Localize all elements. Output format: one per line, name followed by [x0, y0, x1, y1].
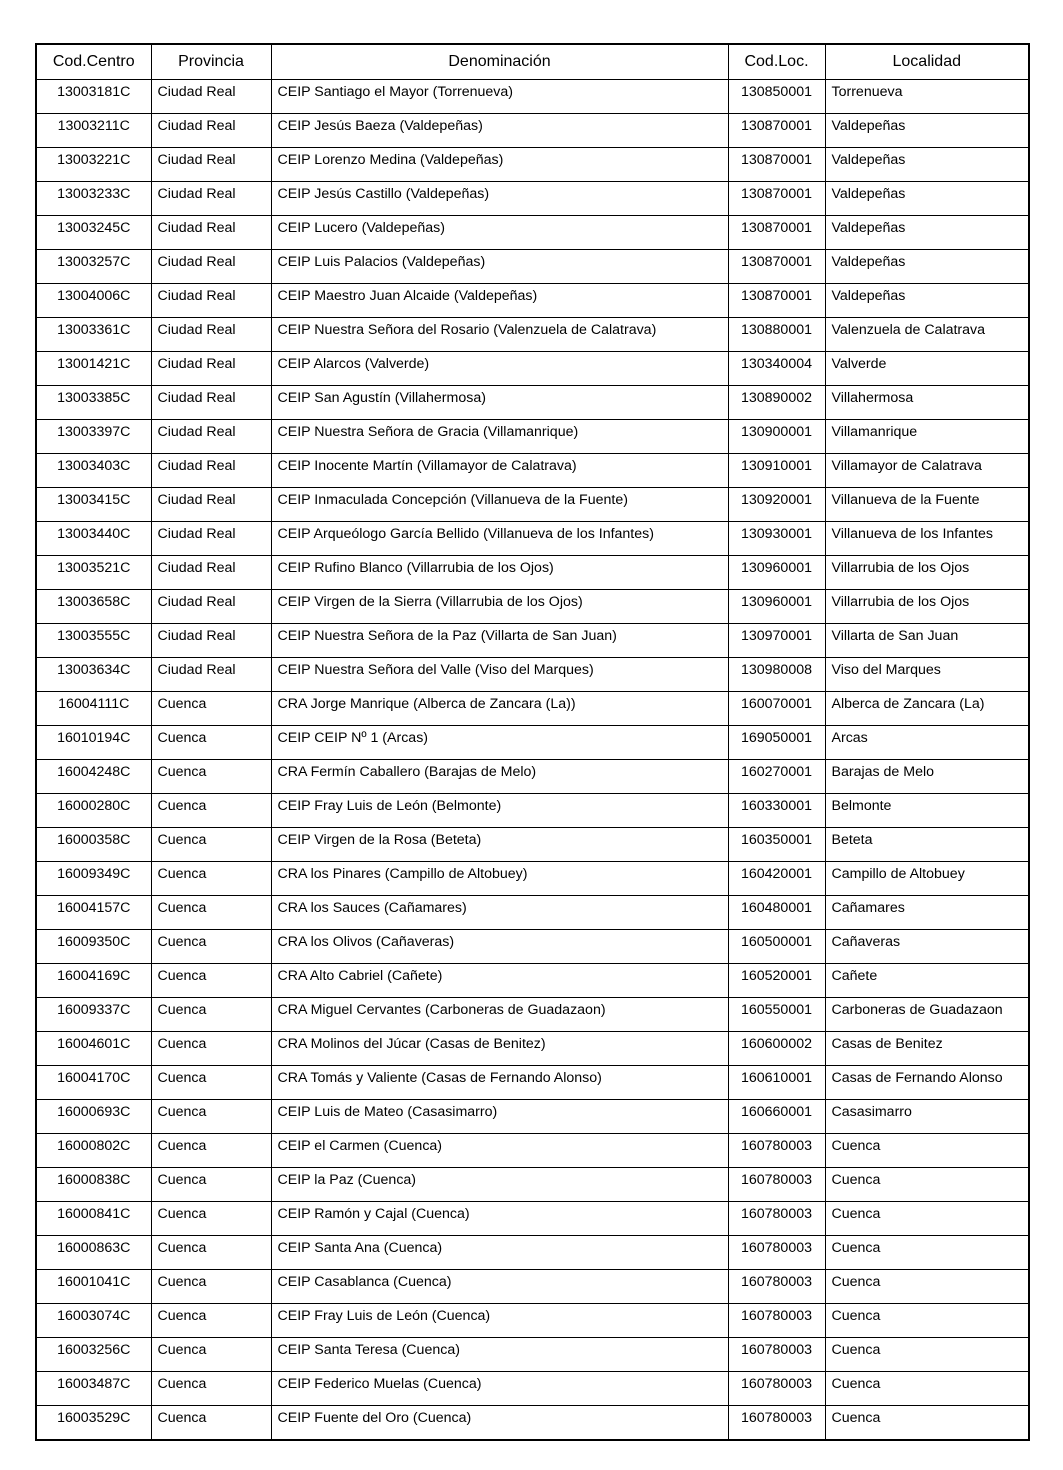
cod-centro-cell: 13003440C: [36, 522, 151, 556]
cod-centro-cell: 13003415C: [36, 488, 151, 522]
table-row: [36, 930, 1029, 964]
localidad-cell: Cuenca: [825, 1372, 1029, 1406]
provincia-cell: Cuenca: [151, 964, 271, 998]
provincia-cell: Cuenca: [151, 1100, 271, 1134]
cod-centro-cell: 13003245C: [36, 216, 151, 250]
cod-loc-cell: 160550001: [728, 998, 825, 1032]
provincia-cell: Cuenca: [151, 794, 271, 828]
provincia-cell: Cuenca: [151, 896, 271, 930]
table-row: [36, 182, 1029, 216]
cod-centro-cell: 13003397C: [36, 420, 151, 454]
table-row: [36, 896, 1029, 930]
provincia-cell: Cuenca: [151, 1032, 271, 1066]
cod-centro-cell: 13003233C: [36, 182, 151, 216]
localidad-cell: Belmonte: [825, 794, 1029, 828]
localidad-cell: Valdepeñas: [825, 182, 1029, 216]
header-cod-centro: Cod.Centro: [36, 44, 151, 80]
localidad-cell: Cañete: [825, 964, 1029, 998]
denominacion-cell: CEIP Santiago el Mayor (Torrenueva): [271, 80, 728, 114]
cod-loc-cell: 160610001: [728, 1066, 825, 1100]
table-row: [36, 658, 1029, 692]
denominacion-cell: CEIP Fray Luis de León (Belmonte): [271, 794, 728, 828]
denominacion-cell: CRA los Sauces (Cañamares): [271, 896, 728, 930]
table-row: [36, 964, 1029, 998]
localidad-cell: Villanueva de la Fuente: [825, 488, 1029, 522]
localidad-cell: Cañamares: [825, 896, 1029, 930]
localidad-cell: Cuenca: [825, 1338, 1029, 1372]
table-row: [36, 1100, 1029, 1134]
denominacion-cell: CEIP Federico Muelas (Cuenca): [271, 1372, 728, 1406]
cod-loc-cell: 130880001: [728, 318, 825, 352]
table-row: [36, 1134, 1029, 1168]
provincia-cell: Cuenca: [151, 1338, 271, 1372]
table-row: [36, 1032, 1029, 1066]
cod-loc-cell: 130900001: [728, 420, 825, 454]
denominacion-cell: CEIP Nuestra Señora del Rosario (Valenzuela de Calatrava): [271, 318, 728, 352]
denominacion-cell: CEIP Jesús Castillo (Valdepeñas): [271, 182, 728, 216]
denominacion-cell: CEIP Nuestra Señora del Valle (Viso del Marques): [271, 658, 728, 692]
table-body: [36, 80, 1029, 1441]
provincia-cell: Cuenca: [151, 1406, 271, 1441]
denominacion-cell: CEIP Arqueólogo García Bellido (Villanueva de los Infantes): [271, 522, 728, 556]
table-row: [36, 1372, 1029, 1406]
cod-centro-cell: 16003256C: [36, 1338, 151, 1372]
localidad-cell: Villarrubia de los Ojos: [825, 590, 1029, 624]
provincia-cell: Cuenca: [151, 1134, 271, 1168]
cod-loc-cell: 130870001: [728, 216, 825, 250]
cod-centro-cell: 16004157C: [36, 896, 151, 930]
table-row: [36, 1202, 1029, 1236]
localidad-cell: Cuenca: [825, 1304, 1029, 1338]
table-row: [36, 80, 1029, 114]
provincia-cell: Cuenca: [151, 1066, 271, 1100]
denominacion-cell: CEIP Alarcos (Valverde): [271, 352, 728, 386]
denominacion-cell: CEIP Nuestra Señora de Gracia (Villamanrique): [271, 420, 728, 454]
denominacion-cell: CRA Molinos del Júcar (Casas de Benitez): [271, 1032, 728, 1066]
provincia-cell: Cuenca: [151, 1168, 271, 1202]
cod-loc-cell: 130870001: [728, 284, 825, 318]
denominacion-cell: CEIP Lucero (Valdepeñas): [271, 216, 728, 250]
cod-centro-cell: 13003361C: [36, 318, 151, 352]
provincia-cell: Ciudad Real: [151, 352, 271, 386]
cod-loc-cell: 130980008: [728, 658, 825, 692]
localidad-cell: Casasimarro: [825, 1100, 1029, 1134]
localidad-cell: Beteta: [825, 828, 1029, 862]
provincia-cell: Ciudad Real: [151, 182, 271, 216]
provincia-cell: Cuenca: [151, 1304, 271, 1338]
table-row: [36, 318, 1029, 352]
localidad-cell: Valenzuela de Calatrava: [825, 318, 1029, 352]
table-row: [36, 828, 1029, 862]
cod-loc-cell: 160330001: [728, 794, 825, 828]
provincia-cell: Ciudad Real: [151, 454, 271, 488]
table-row: [36, 1338, 1029, 1372]
table-row: [36, 386, 1029, 420]
schools-table: [35, 43, 1030, 1441]
cod-centro-cell: 16004169C: [36, 964, 151, 998]
cod-loc-cell: 160350001: [728, 828, 825, 862]
table-row: [36, 590, 1029, 624]
localidad-cell: Cuenca: [825, 1168, 1029, 1202]
table-row: [36, 420, 1029, 454]
cod-loc-cell: 130890002: [728, 386, 825, 420]
localidad-cell: Valdepeñas: [825, 216, 1029, 250]
denominacion-cell: CEIP Jesús Baeza (Valdepeñas): [271, 114, 728, 148]
provincia-cell: Cuenca: [151, 862, 271, 896]
table-header: [36, 44, 1029, 80]
denominacion-cell: CEIP Casablanca (Cuenca): [271, 1270, 728, 1304]
denominacion-cell: CEIP CEIP Nº 1 (Arcas): [271, 726, 728, 760]
cod-loc-cell: 160780003: [728, 1134, 825, 1168]
cod-centro-cell: 13001421C: [36, 352, 151, 386]
localidad-cell: Cuenca: [825, 1134, 1029, 1168]
denominacion-cell: CEIP Santa Ana (Cuenca): [271, 1236, 728, 1270]
provincia-cell: Cuenca: [151, 692, 271, 726]
localidad-cell: Cuenca: [825, 1202, 1029, 1236]
cod-loc-cell: 130340004: [728, 352, 825, 386]
provincia-cell: Cuenca: [151, 1270, 271, 1304]
denominacion-cell: CEIP San Agustín (Villahermosa): [271, 386, 728, 420]
denominacion-cell: CEIP Nuestra Señora de la Paz (Villarta de San Juan): [271, 624, 728, 658]
cod-loc-cell: 160780003: [728, 1338, 825, 1372]
denominacion-cell: CEIP Rufino Blanco (Villarrubia de los Ojos): [271, 556, 728, 590]
localidad-cell: Casas de Fernando Alonso: [825, 1066, 1029, 1100]
table-row: [36, 352, 1029, 386]
cod-centro-cell: 13003521C: [36, 556, 151, 590]
table-row: [36, 624, 1029, 658]
denominacion-cell: CEIP Fuente del Oro (Cuenca): [271, 1406, 728, 1441]
cod-loc-cell: 130910001: [728, 454, 825, 488]
localidad-cell: Campillo de Altobuey: [825, 862, 1029, 896]
cod-centro-cell: 16004170C: [36, 1066, 151, 1100]
localidad-cell: Arcas: [825, 726, 1029, 760]
denominacion-cell: CEIP la Paz (Cuenca): [271, 1168, 728, 1202]
localidad-cell: Cuenca: [825, 1236, 1029, 1270]
denominacion-cell: CEIP Santa Teresa (Cuenca): [271, 1338, 728, 1372]
cod-centro-cell: 13003221C: [36, 148, 151, 182]
localidad-cell: Valdepeñas: [825, 148, 1029, 182]
localidad-cell: Valdepeñas: [825, 284, 1029, 318]
table-row: [36, 454, 1029, 488]
cod-centro-cell: 13004006C: [36, 284, 151, 318]
provincia-cell: Ciudad Real: [151, 522, 271, 556]
cod-centro-cell: 16000280C: [36, 794, 151, 828]
cod-loc-cell: 130970001: [728, 624, 825, 658]
table-row: [36, 250, 1029, 284]
provincia-cell: Ciudad Real: [151, 318, 271, 352]
cod-loc-cell: 130920001: [728, 488, 825, 522]
header-provincia: Provincia: [151, 44, 271, 80]
cod-centro-cell: 13003211C: [36, 114, 151, 148]
table-row: [36, 1270, 1029, 1304]
cod-loc-cell: 130870001: [728, 182, 825, 216]
table-row: [36, 1406, 1029, 1441]
cod-centro-cell: 16003487C: [36, 1372, 151, 1406]
provincia-cell: Ciudad Real: [151, 114, 271, 148]
table-row: [36, 998, 1029, 1032]
table-row: [36, 1236, 1029, 1270]
table-row: [36, 216, 1029, 250]
provincia-cell: Cuenca: [151, 726, 271, 760]
cod-loc-cell: 160500001: [728, 930, 825, 964]
provincia-cell: Cuenca: [151, 1202, 271, 1236]
cod-centro-cell: 16003529C: [36, 1406, 151, 1441]
cod-centro-cell: 13003634C: [36, 658, 151, 692]
header-cod-loc: Cod.Loc.: [728, 44, 825, 80]
table-row: [36, 114, 1029, 148]
cod-loc-cell: 130870001: [728, 114, 825, 148]
cod-centro-cell: 16001041C: [36, 1270, 151, 1304]
table-row: [36, 1304, 1029, 1338]
denominacion-cell: CRA Fermín Caballero (Barajas de Melo): [271, 760, 728, 794]
cod-centro-cell: 13003658C: [36, 590, 151, 624]
provincia-cell: Ciudad Real: [151, 658, 271, 692]
header-row: [36, 44, 1029, 80]
denominacion-cell: CRA Jorge Manrique (Alberca de Zancara (La)): [271, 692, 728, 726]
cod-centro-cell: 16003074C: [36, 1304, 151, 1338]
cod-loc-cell: 160780003: [728, 1236, 825, 1270]
table-row: [36, 148, 1029, 182]
cod-centro-cell: 16004601C: [36, 1032, 151, 1066]
table-row: [36, 794, 1029, 828]
denominacion-cell: CEIP Luis Palacios (Valdepeñas): [271, 250, 728, 284]
denominacion-cell: CRA los Pinares (Campillo de Altobuey): [271, 862, 728, 896]
cod-centro-cell: 13003555C: [36, 624, 151, 658]
cod-loc-cell: 130960001: [728, 556, 825, 590]
cod-centro-cell: 16004248C: [36, 760, 151, 794]
localidad-cell: Cuenca: [825, 1270, 1029, 1304]
cod-loc-cell: 130930001: [728, 522, 825, 556]
localidad-cell: Cañaveras: [825, 930, 1029, 964]
cod-loc-cell: 160420001: [728, 862, 825, 896]
cod-centro-cell: 16000841C: [36, 1202, 151, 1236]
cod-loc-cell: 130850001: [728, 80, 825, 114]
provincia-cell: Ciudad Real: [151, 386, 271, 420]
denominacion-cell: CEIP Maestro Juan Alcaide (Valdepeñas): [271, 284, 728, 318]
localidad-cell: Viso del Marques: [825, 658, 1029, 692]
table-row: [36, 488, 1029, 522]
provincia-cell: Cuenca: [151, 1372, 271, 1406]
localidad-cell: Villanueva de los Infantes: [825, 522, 1029, 556]
cod-centro-cell: 16010194C: [36, 726, 151, 760]
localidad-cell: Casas de Benitez: [825, 1032, 1029, 1066]
localidad-cell: Villarta de San Juan: [825, 624, 1029, 658]
cod-centro-cell: 16000693C: [36, 1100, 151, 1134]
denominacion-cell: CRA Tomás y Valiente (Casas de Fernando Alonso): [271, 1066, 728, 1100]
cod-centro-cell: 13003385C: [36, 386, 151, 420]
cod-loc-cell: 160780003: [728, 1406, 825, 1441]
table-row: [36, 760, 1029, 794]
provincia-cell: Ciudad Real: [151, 420, 271, 454]
cod-loc-cell: 160780003: [728, 1304, 825, 1338]
cod-loc-cell: 160780003: [728, 1202, 825, 1236]
cod-loc-cell: 160520001: [728, 964, 825, 998]
localidad-cell: Villamanrique: [825, 420, 1029, 454]
cod-centro-cell: 16004111C: [36, 692, 151, 726]
cod-loc-cell: 130960001: [728, 590, 825, 624]
cod-loc-cell: 160480001: [728, 896, 825, 930]
table-row: [36, 556, 1029, 590]
denominacion-cell: CRA Miguel Cervantes (Carboneras de Guadazaon): [271, 998, 728, 1032]
denominacion-cell: CEIP el Carmen (Cuenca): [271, 1134, 728, 1168]
header-denominacion: Denominación: [271, 44, 728, 80]
denominacion-cell: CEIP Inocente Martín (Villamayor de Calatrava): [271, 454, 728, 488]
table-row: [36, 1168, 1029, 1202]
provincia-cell: Cuenca: [151, 760, 271, 794]
cod-loc-cell: 160070001: [728, 692, 825, 726]
denominacion-cell: CEIP Virgen de la Sierra (Villarrubia de los Ojos): [271, 590, 728, 624]
denominacion-cell: CRA Alto Cabriel (Cañete): [271, 964, 728, 998]
cod-centro-cell: 13003403C: [36, 454, 151, 488]
localidad-cell: Torrenueva: [825, 80, 1029, 114]
table-row: [36, 522, 1029, 556]
localidad-cell: Valverde: [825, 352, 1029, 386]
localidad-cell: Carboneras de Guadazaon: [825, 998, 1029, 1032]
table-row: [36, 1066, 1029, 1100]
provincia-cell: Ciudad Real: [151, 250, 271, 284]
table-row: [36, 692, 1029, 726]
localidad-cell: Valdepeñas: [825, 114, 1029, 148]
cod-centro-cell: 13003181C: [36, 80, 151, 114]
cod-centro-cell: 16009349C: [36, 862, 151, 896]
denominacion-cell: CEIP Inmaculada Concepción (Villanueva de la Fuente): [271, 488, 728, 522]
localidad-cell: Barajas de Melo: [825, 760, 1029, 794]
cod-centro-cell: 16009337C: [36, 998, 151, 1032]
cod-centro-cell: 16000358C: [36, 828, 151, 862]
localidad-cell: Villahermosa: [825, 386, 1029, 420]
table-row: [36, 284, 1029, 318]
cod-centro-cell: 16009350C: [36, 930, 151, 964]
cod-loc-cell: 160780003: [728, 1372, 825, 1406]
provincia-cell: Ciudad Real: [151, 624, 271, 658]
provincia-cell: Ciudad Real: [151, 556, 271, 590]
cod-loc-cell: 160780003: [728, 1168, 825, 1202]
denominacion-cell: CEIP Luis de Mateo (Casasimarro): [271, 1100, 728, 1134]
cod-loc-cell: 130870001: [728, 148, 825, 182]
cod-loc-cell: 160780003: [728, 1270, 825, 1304]
table-row: [36, 726, 1029, 760]
cod-loc-cell: 130870001: [728, 250, 825, 284]
provincia-cell: Ciudad Real: [151, 216, 271, 250]
provincia-cell: Ciudad Real: [151, 284, 271, 318]
denominacion-cell: CRA los Olivos (Cañaveras): [271, 930, 728, 964]
cod-loc-cell: 169050001: [728, 726, 825, 760]
provincia-cell: Ciudad Real: [151, 590, 271, 624]
localidad-cell: Villarrubia de los Ojos: [825, 556, 1029, 590]
provincia-cell: Cuenca: [151, 998, 271, 1032]
cod-loc-cell: 160270001: [728, 760, 825, 794]
provincia-cell: Ciudad Real: [151, 80, 271, 114]
localidad-cell: Alberca de Zancara (La): [825, 692, 1029, 726]
table-row: [36, 862, 1029, 896]
denominacion-cell: CEIP Virgen de la Rosa (Beteta): [271, 828, 728, 862]
cod-centro-cell: 13003257C: [36, 250, 151, 284]
localidad-cell: Valdepeñas: [825, 250, 1029, 284]
provincia-cell: Cuenca: [151, 828, 271, 862]
cod-centro-cell: 16000802C: [36, 1134, 151, 1168]
denominacion-cell: CEIP Ramón y Cajal (Cuenca): [271, 1202, 728, 1236]
provincia-cell: Ciudad Real: [151, 148, 271, 182]
localidad-cell: Cuenca: [825, 1406, 1029, 1441]
cod-centro-cell: 16000838C: [36, 1168, 151, 1202]
header-localidad: Localidad: [825, 44, 1029, 80]
localidad-cell: Villamayor de Calatrava: [825, 454, 1029, 488]
provincia-cell: Cuenca: [151, 1236, 271, 1270]
cod-centro-cell: 16000863C: [36, 1236, 151, 1270]
schools-table-container: [35, 43, 1030, 1441]
denominacion-cell: CEIP Lorenzo Medina (Valdepeñas): [271, 148, 728, 182]
provincia-cell: Cuenca: [151, 930, 271, 964]
cod-loc-cell: 160660001: [728, 1100, 825, 1134]
denominacion-cell: CEIP Fray Luis de León (Cuenca): [271, 1304, 728, 1338]
cod-loc-cell: 160600002: [728, 1032, 825, 1066]
provincia-cell: Ciudad Real: [151, 488, 271, 522]
